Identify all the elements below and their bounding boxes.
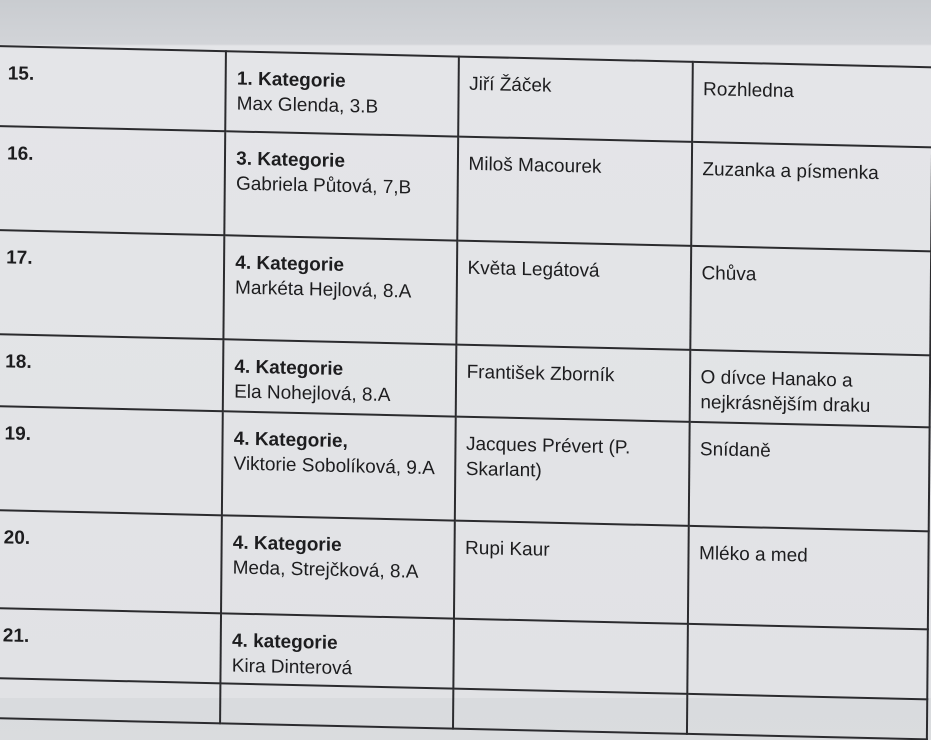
row-number: 19. bbox=[0, 406, 223, 515]
participant-name: Ela Nohejlová, 8.A bbox=[234, 381, 391, 407]
author-cell: František Zborník bbox=[455, 345, 690, 422]
category-label: 4. Kategorie bbox=[232, 532, 342, 557]
participant-name: Markéta Hejlová, 8.A bbox=[234, 277, 412, 303]
category-cell bbox=[222, 411, 455, 520]
participant-name: Kira Dinterová bbox=[231, 655, 353, 680]
row-number: 20. bbox=[0, 510, 222, 613]
category-cell bbox=[221, 515, 454, 618]
row-number: 16. bbox=[0, 126, 225, 235]
entries-table bbox=[0, 45, 931, 740]
author-cell bbox=[453, 689, 687, 734]
row-number: 21. bbox=[0, 608, 221, 683]
title-cell: Mléko a med bbox=[687, 526, 928, 629]
participant-name: Meda, Strejčková, 8.A bbox=[232, 557, 419, 583]
title-cell: Zuzanka a písmenka bbox=[691, 142, 931, 251]
row-number: 18. bbox=[0, 334, 224, 411]
category-label: 1. Kategorie bbox=[236, 68, 346, 92]
category-label: 3. Kategorie bbox=[236, 148, 346, 172]
category-cell bbox=[225, 51, 458, 136]
participant-name: Max Glenda, 3.B bbox=[236, 93, 379, 118]
title-cell: O dívce Hanako a nejkrásnějším draku bbox=[689, 350, 930, 427]
title-cell: Snídaně bbox=[688, 422, 929, 531]
category-label: 4. Kategorie, bbox=[233, 428, 348, 453]
row-number: 17. bbox=[0, 230, 225, 339]
title-cell bbox=[686, 694, 927, 739]
author-cell: Jiří Žáček bbox=[458, 57, 693, 142]
category-cell bbox=[225, 131, 458, 240]
author-cell: Miloš Macourek bbox=[457, 137, 692, 246]
category-label: 4. kategorie bbox=[231, 630, 338, 654]
author-cell: Jacques Prévert (P. Skarlant) bbox=[454, 417, 689, 526]
author-cell: Rupi Kaur bbox=[453, 521, 688, 624]
row-number bbox=[0, 678, 221, 723]
category-label: 4. Kategorie bbox=[234, 356, 344, 381]
category-cell bbox=[220, 683, 453, 728]
category-cell bbox=[223, 339, 456, 416]
author-cell: Květa Legátová bbox=[456, 241, 691, 350]
participant-name: Gabriela Půtová, 7,B bbox=[235, 173, 412, 199]
category-cell bbox=[224, 235, 457, 344]
title-cell: Rozhledna bbox=[692, 62, 931, 147]
row-number: 15. bbox=[0, 46, 226, 131]
title-cell bbox=[687, 624, 928, 699]
participant-name: Viktorie Sobolíková, 9.A bbox=[233, 453, 435, 480]
category-cell bbox=[221, 613, 454, 688]
title-cell: Chůva bbox=[690, 246, 931, 355]
category-label: 4. Kategorie bbox=[235, 252, 345, 276]
author-cell bbox=[453, 619, 688, 694]
